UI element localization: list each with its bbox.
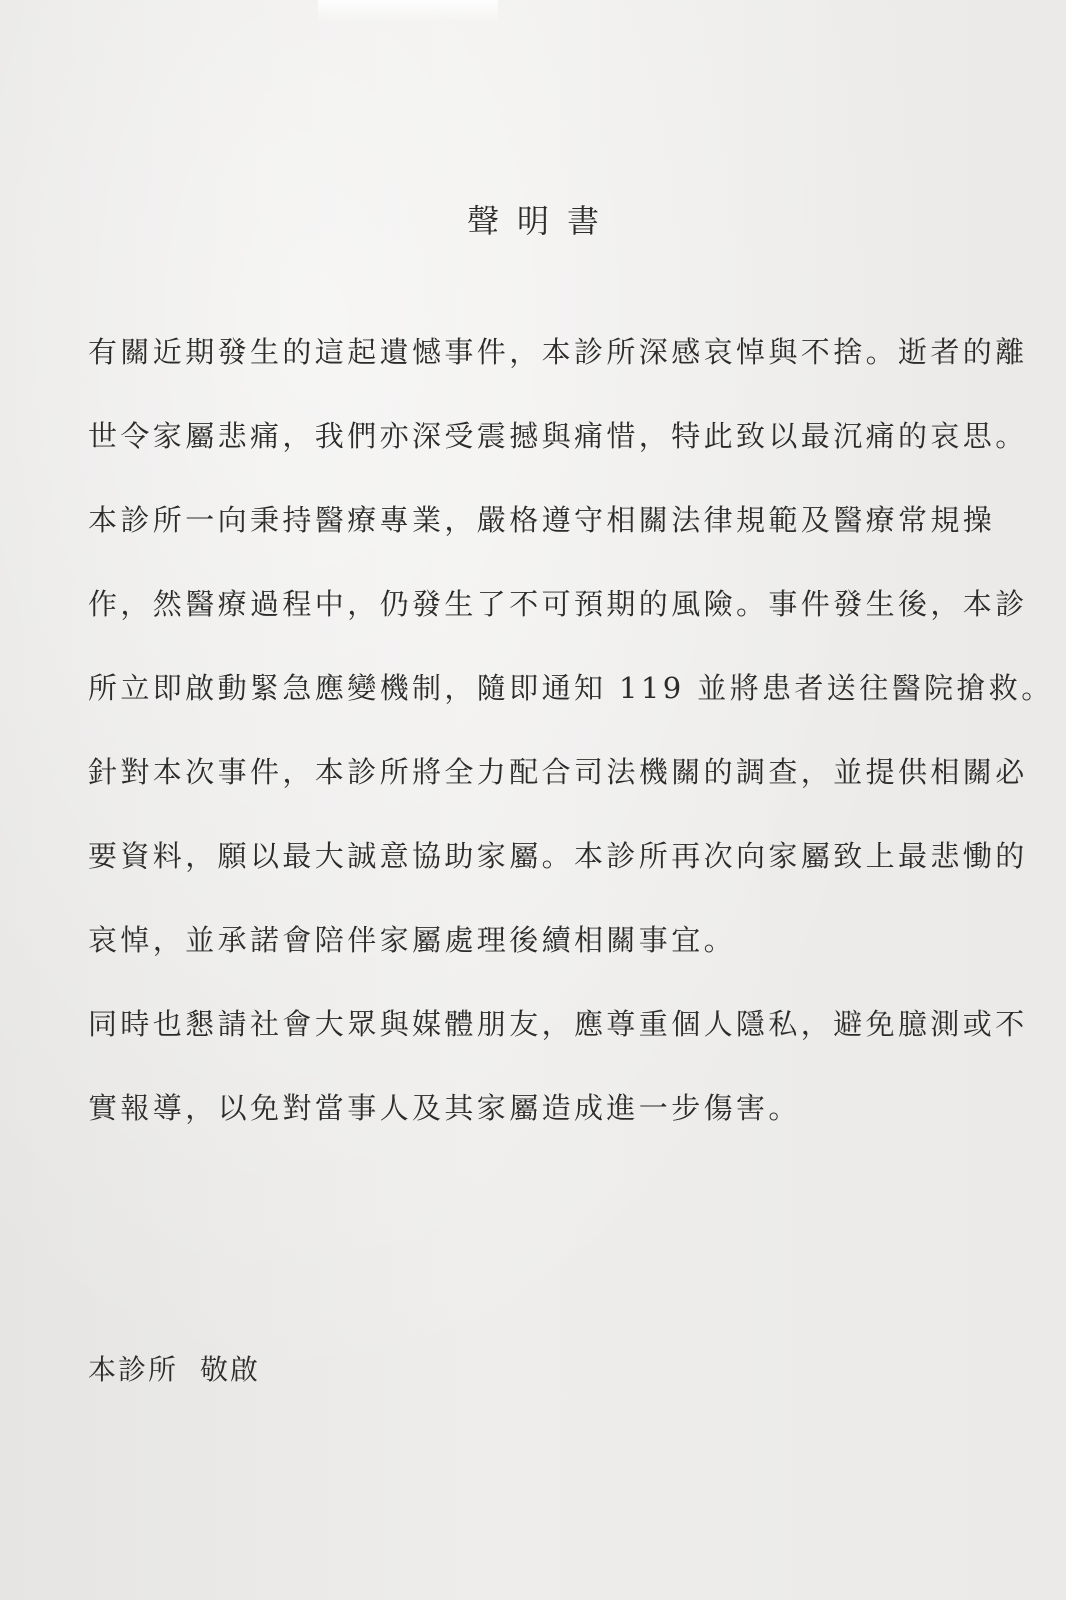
body-line: 世令家屬悲痛，我們亦深受震撼與痛惜，特此致以最沉痛的哀思。 (88, 419, 1028, 453)
body-line: 同時也懇請社會大眾與媒體朋友，應尊重個人隱私，避免臆測或不 (88, 1007, 1028, 1041)
body-line: 要資料，願以最大誠意協助家屬。本診所再次向家屬致上最悲慟的 (88, 839, 1028, 873)
signature-issuer: 本診所 (88, 1353, 179, 1386)
statement-body (88, 330, 1054, 1170)
document-title: 聲明書 (466, 202, 617, 240)
signature-block (88, 1348, 260, 1388)
signature-closing: 敬啟 (200, 1353, 261, 1386)
paper-crease (318, 0, 498, 22)
body-line: 本診所一向秉持醫療專業，嚴格遵守相關法律規範及醫療常規操 (88, 503, 996, 537)
body-line: 實報導，以免對當事人及其家屬造成進一步傷害。 (88, 1091, 801, 1125)
body-line: 有關近期發生的這起遺憾事件，本診所深感哀悼與不捨。逝者的離 (88, 335, 1028, 369)
body-line: 哀悼，並承諾會陪伴家屬處理後續相關事宜。 (88, 923, 737, 957)
body-line: 作，然醫療過程中，仍發生了不可預期的風險。事件發生後，本診 (88, 587, 1028, 621)
body-line: 所立即啟動緊急應變機制，隨即通知 119 並將患者送往醫院搶救。 (88, 671, 1054, 705)
body-line: 針對本次事件，本診所將全力配合司法機關的調查，並提供相關必 (88, 755, 1028, 789)
